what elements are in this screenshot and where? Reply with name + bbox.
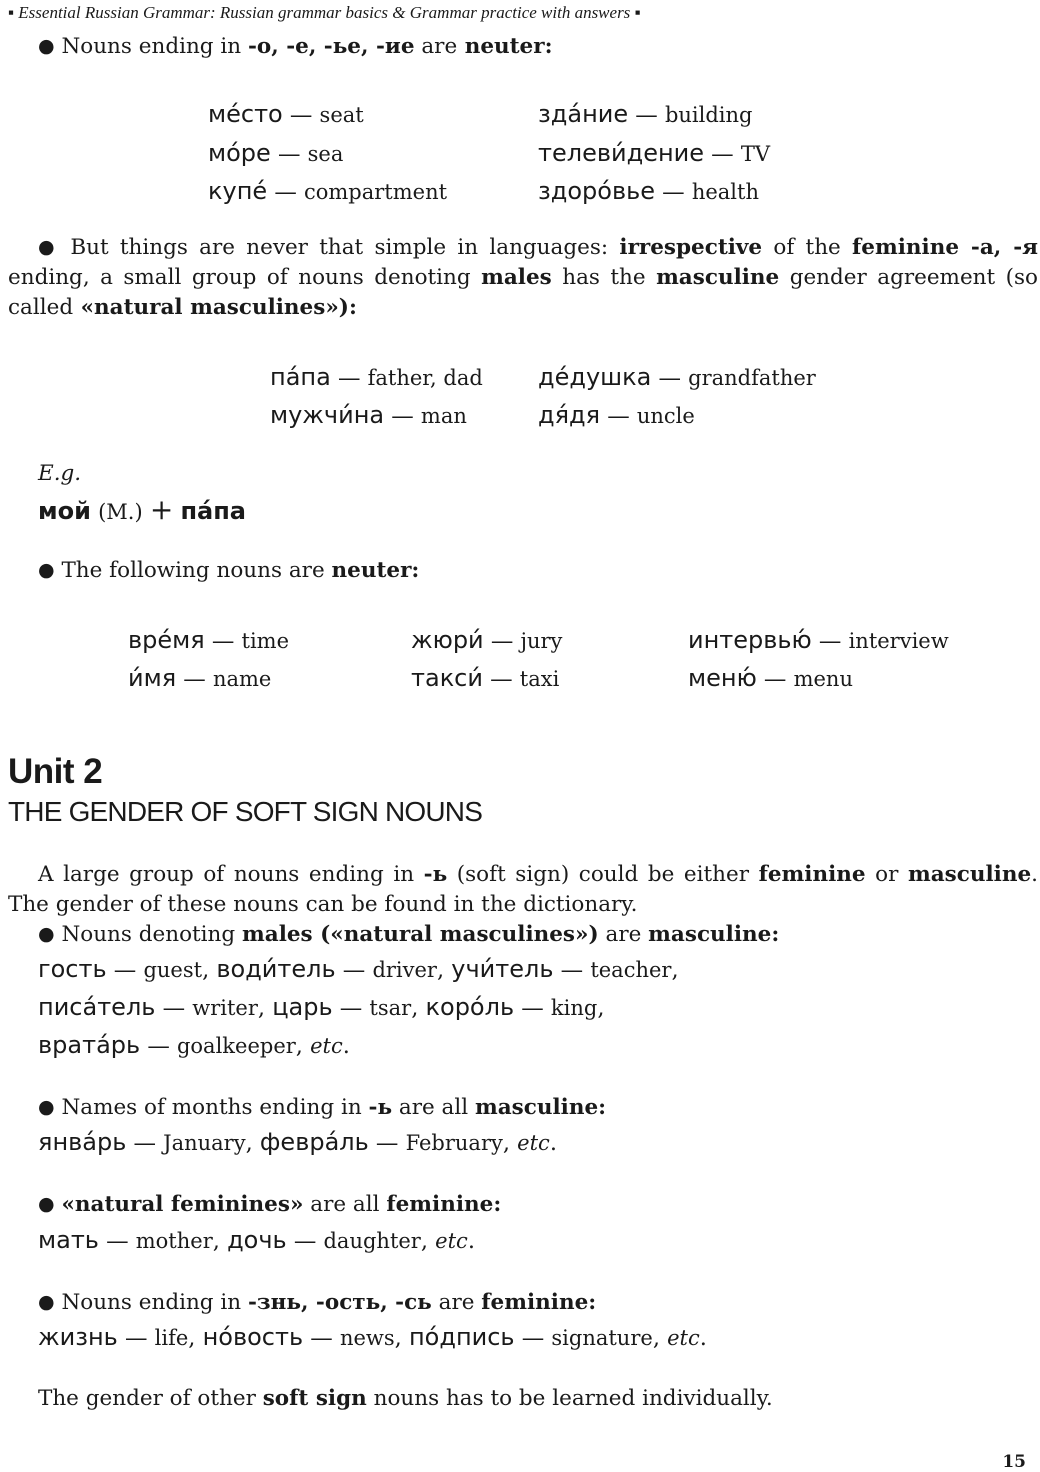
- gloss-row: интервью́ — interview: [688, 626, 949, 654]
- bullet-icon: ●: [38, 1291, 55, 1313]
- gloss-row: телеви́дение — TV: [538, 138, 771, 167]
- gloss-row: де́душка — grandfather: [538, 363, 816, 391]
- gloss-row: и́мя — name: [128, 664, 272, 692]
- header-marker-left: ▪: [8, 3, 15, 22]
- months-rule: ● Names of months ending in -ь are all masculine:: [38, 1095, 607, 1120]
- ending-list: -о, -е, -ье, -ие: [247, 34, 415, 59]
- gloss-row: ме́сто — seat: [208, 100, 364, 128]
- page-number: 15: [1002, 1452, 1026, 1472]
- bullet-icon: ●: [38, 1193, 55, 1215]
- closing-sentence: The gender of other soft sign nouns has to be learned individually.: [38, 1386, 773, 1411]
- bullet-icon: ●: [38, 923, 55, 945]
- bullet-icon: ●: [38, 35, 55, 57]
- unit-subtitle: THE GENDER OF SOFT SIGN NOUNS: [8, 796, 483, 827]
- neuter-endings-rule: ● Nouns ending in -о, -е, -ье, -ие are neuter:: [38, 34, 553, 59]
- running-header: [8, 3, 641, 23]
- neuter-col-2: [538, 96, 770, 212]
- neuter-list-rule: ● The following nouns are neuter:: [38, 558, 420, 583]
- example-phrase: мой (М.) + па́па: [38, 493, 246, 526]
- soft-sign-intro: A large group of nouns ending in -ь (soft sign) could be either feminine or masculine. The gender of these nouns can be found in the dictionary.: [8, 862, 1038, 917]
- gloss-row: купе́ — compartment: [208, 177, 448, 205]
- males-line-2: писа́тель — writer, царь — tsar, коро́ль — king,: [38, 993, 605, 1021]
- neuter-col-1: [208, 96, 447, 212]
- gloss-row: па́па — father, dad: [270, 363, 483, 391]
- gloss-row: меню́ — menu: [688, 664, 853, 692]
- ending-feminine-line: жизнь — life, но́вость — news, по́дпись — signature, etc.: [38, 1323, 707, 1351]
- gloss-row: зда́ние — building: [538, 100, 753, 128]
- unit-title: Unit 2: [8, 752, 103, 791]
- gloss-row: здоро́вье — health: [538, 177, 759, 205]
- gloss-row: мужчи́на — man: [270, 401, 467, 429]
- bullet-icon: ●: [38, 1096, 55, 1118]
- months-line: янва́рь — January, февра́ль — February, etc.: [38, 1128, 557, 1156]
- masc-col-2: [538, 359, 816, 435]
- bullet-icon: ●: [38, 236, 60, 258]
- example-label: E.g.: [38, 461, 82, 486]
- gloss-row: такси́ — taxi: [411, 664, 560, 692]
- neuter-list-col-1: [128, 622, 289, 698]
- feminines-line: мать — mother, дочь — daughter, etc.: [38, 1226, 475, 1254]
- gloss-row: мо́ре — sea: [208, 138, 344, 167]
- natural-masculines-paragraph: ● But things are never that simple in languages: irrespective of the feminine -а, -я ending, a small group of nouns denoting males has the masculine gender agreement (so called «natural masculines»):: [8, 235, 1038, 320]
- header-marker-right: ▪: [634, 3, 641, 22]
- gender-term: neuter: [464, 34, 545, 59]
- gloss-row: дя́дя — uncle: [538, 401, 695, 429]
- running-title: Essential Russian Grammar: Russian grammar basics & Grammar practice with answers: [18, 3, 631, 22]
- bullet-icon: ●: [38, 559, 55, 581]
- males-rule: ● Nouns denoting males («natural masculines») are masculine:: [38, 922, 780, 947]
- gloss-row: вре́мя — time: [128, 626, 289, 654]
- neuter-list-col-3: [688, 622, 949, 698]
- ending-feminine-rule: ● Nouns ending in -знь, -ость, -сь are feminine:: [38, 1290, 597, 1315]
- males-line-3: врата́рь — goalkeeper, etc.: [38, 1031, 350, 1059]
- males-line-1: гость — guest, води́тель — driver, учи́тель — teacher,: [38, 955, 679, 983]
- feminines-rule: ● «natural feminines» are all feminine:: [38, 1192, 502, 1217]
- neuter-list-col-2: [411, 622, 562, 698]
- masc-col-1: [270, 359, 483, 435]
- gloss-row: жюри́ — jury: [411, 626, 563, 654]
